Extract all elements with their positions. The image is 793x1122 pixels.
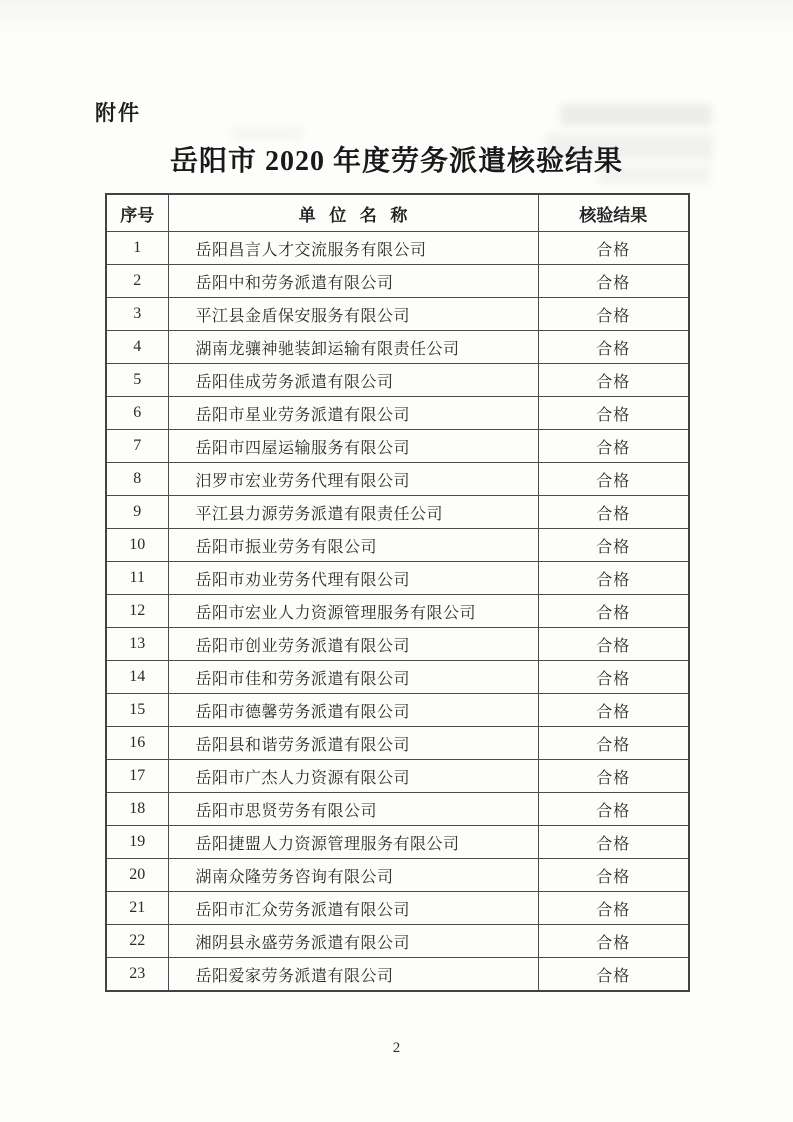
table-header-row: [106, 194, 689, 232]
company-name-cell: 岳阳市思贤劳务有限公司: [168, 793, 538, 826]
company-name-cell: 岳阳爱家劳务派遣有限公司: [168, 958, 538, 992]
row-number-cell: 21: [106, 892, 168, 925]
company-name-cell: 岳阳市宏业人力资源管理服务有限公司: [168, 595, 538, 628]
company-name-cell: 岳阳县和谐劳务派遣有限公司: [168, 727, 538, 760]
row-number-cell: 10: [106, 529, 168, 562]
table-row: [106, 892, 689, 925]
table-row: [106, 694, 689, 727]
company-name-cell: 平江县金盾保安服务有限公司: [168, 298, 538, 331]
row-number-cell: 9: [106, 496, 168, 529]
company-name-cell: 湘阴县永盛劳务派遣有限公司: [168, 925, 538, 958]
row-number-cell: 15: [106, 694, 168, 727]
table-row: [106, 595, 689, 628]
verification-result-cell: 合格: [538, 694, 689, 727]
verification-result-cell: 合格: [538, 826, 689, 859]
company-name-cell: 岳阳中和劳务派遣有限公司: [168, 265, 538, 298]
table-row: [106, 265, 689, 298]
row-number-cell: 5: [106, 364, 168, 397]
company-name-cell: 岳阳市星业劳务派遣有限公司: [168, 397, 538, 430]
table-row: [106, 496, 689, 529]
verification-result-cell: 合格: [538, 925, 689, 958]
verification-result-cell: 合格: [538, 496, 689, 529]
scan-bleedthrough-artifact: [560, 104, 712, 126]
table-row: [106, 661, 689, 694]
row-number-cell: 20: [106, 859, 168, 892]
company-name-cell: 湖南众隆劳务咨询有限公司: [168, 859, 538, 892]
verification-result-cell: 合格: [538, 760, 689, 793]
verification-result-cell: 合格: [538, 727, 689, 760]
verification-result-cell: 合格: [538, 529, 689, 562]
row-number-cell: 2: [106, 265, 168, 298]
table-row: [106, 430, 689, 463]
verification-result-cell: 合格: [538, 892, 689, 925]
table-row: [106, 397, 689, 430]
company-name-cell: 岳阳市汇众劳务派遣有限公司: [168, 892, 538, 925]
verification-result-table: [105, 193, 690, 992]
table-row: [106, 232, 689, 265]
table-row: [106, 958, 689, 992]
table-row: [106, 925, 689, 958]
company-name-cell: 岳阳昌言人才交流服务有限公司: [168, 232, 538, 265]
verification-result-cell: 合格: [538, 430, 689, 463]
verification-result-cell: 合格: [538, 463, 689, 496]
company-name-cell: 岳阳市广杰人力资源有限公司: [168, 760, 538, 793]
table-row: [106, 826, 689, 859]
table-row: [106, 793, 689, 826]
company-name-cell: 岳阳市德馨劳务派遣有限公司: [168, 694, 538, 727]
row-number-cell: 13: [106, 628, 168, 661]
page-title: 岳阳市 2020 年度劳务派遣核验结果: [169, 146, 623, 177]
table-row: [106, 628, 689, 661]
table-row: [106, 529, 689, 562]
row-number-cell: 19: [106, 826, 168, 859]
row-number-cell: 11: [106, 562, 168, 595]
row-number-cell: 1: [106, 232, 168, 265]
table-body: [106, 232, 689, 992]
table-row: [106, 859, 689, 892]
table-row: [106, 331, 689, 364]
header-verification-result: 核验结果: [538, 194, 689, 232]
row-number-cell: 7: [106, 430, 168, 463]
table-row: [106, 727, 689, 760]
verification-result-cell: 合格: [538, 298, 689, 331]
attachment-label: 附件: [95, 102, 141, 125]
row-number-cell: 8: [106, 463, 168, 496]
company-name-cell: 岳阳市佳和劳务派遣有限公司: [168, 661, 538, 694]
table-row: [106, 298, 689, 331]
row-number-cell: 4: [106, 331, 168, 364]
company-name-cell: 岳阳市振业劳务有限公司: [168, 529, 538, 562]
row-number-cell: 12: [106, 595, 168, 628]
verification-result-cell: 合格: [538, 364, 689, 397]
company-name-cell: 岳阳市创业劳务派遣有限公司: [168, 628, 538, 661]
company-name-cell: 平江县力源劳务派遣有限责任公司: [168, 496, 538, 529]
verification-result-cell: 合格: [538, 595, 689, 628]
page-number: 2: [392, 1040, 401, 1056]
verification-result-cell: 合格: [538, 859, 689, 892]
row-number-cell: 18: [106, 793, 168, 826]
header-serial-number: 序号: [106, 194, 168, 232]
verification-result-cell: 合格: [538, 628, 689, 661]
company-name-cell: 岳阳市劝业劳务代理有限公司: [168, 562, 538, 595]
company-name-cell: 岳阳捷盟人力资源管理服务有限公司: [168, 826, 538, 859]
table-row: [106, 364, 689, 397]
verification-result-cell: 合格: [538, 232, 689, 265]
table-row: [106, 562, 689, 595]
header-unit-name: 单 位 名 称: [168, 194, 538, 232]
row-number-cell: 17: [106, 760, 168, 793]
verification-result-cell: 合格: [538, 397, 689, 430]
verification-result-cell: 合格: [538, 793, 689, 826]
company-name-cell: 湖南龙骧神驰装卸运输有限责任公司: [168, 331, 538, 364]
row-number-cell: 6: [106, 397, 168, 430]
verification-result-cell: 合格: [538, 265, 689, 298]
company-name-cell: 汨罗市宏业劳务代理有限公司: [168, 463, 538, 496]
verification-result-cell: 合格: [538, 562, 689, 595]
company-name-cell: 岳阳佳成劳务派遣有限公司: [168, 364, 538, 397]
row-number-cell: 3: [106, 298, 168, 331]
verification-result-cell: 合格: [538, 958, 689, 992]
verification-result-cell: 合格: [538, 661, 689, 694]
row-number-cell: 14: [106, 661, 168, 694]
table-row: [106, 463, 689, 496]
row-number-cell: 23: [106, 958, 168, 992]
row-number-cell: 22: [106, 925, 168, 958]
company-name-cell: 岳阳市四屋运输服务有限公司: [168, 430, 538, 463]
row-number-cell: 16: [106, 727, 168, 760]
table-row: [106, 760, 689, 793]
verification-result-cell: 合格: [538, 331, 689, 364]
